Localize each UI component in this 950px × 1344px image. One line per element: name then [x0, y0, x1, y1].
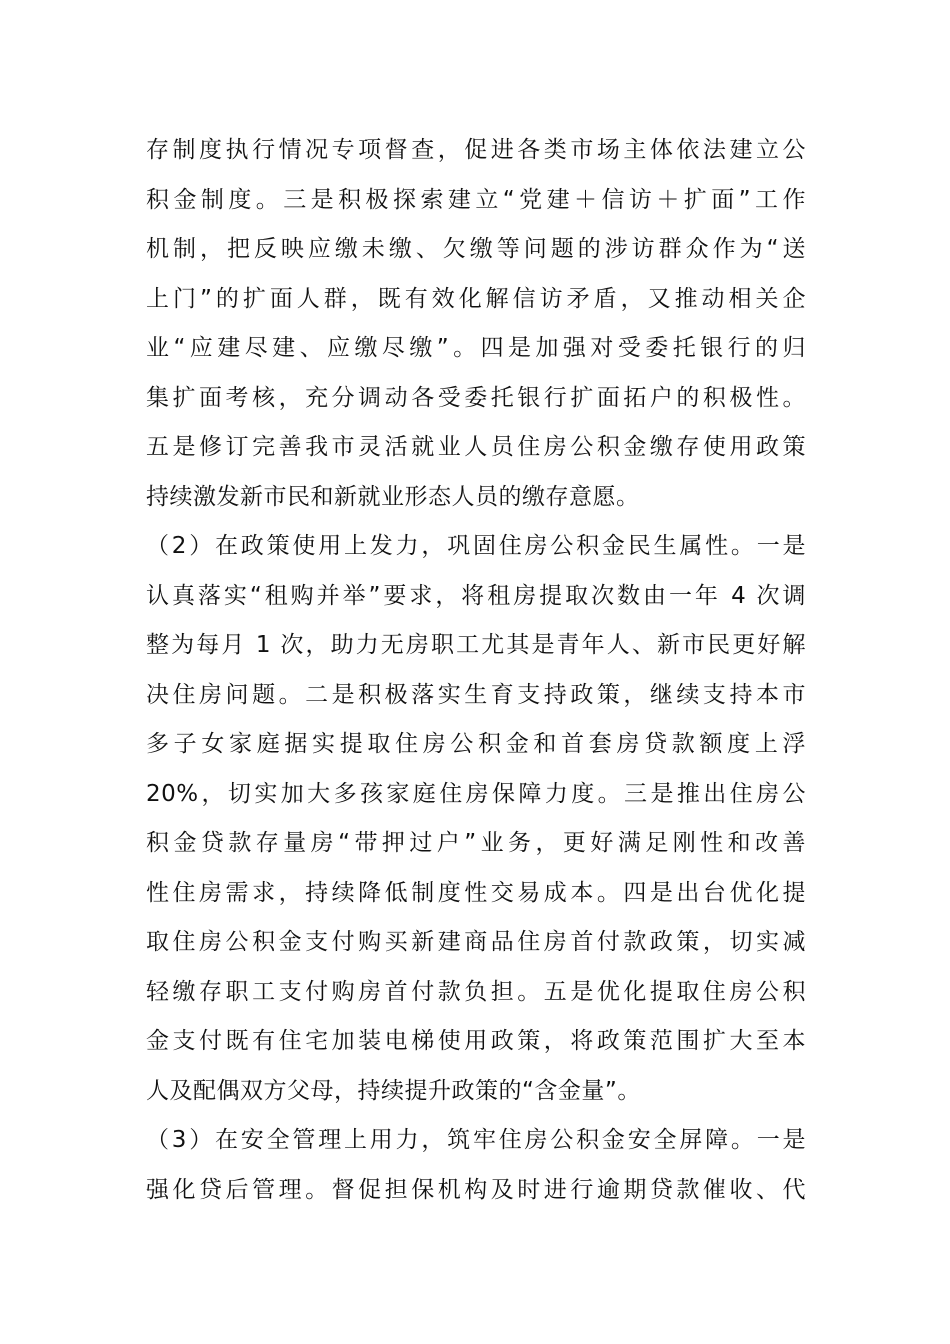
text-line: 机制，把反映应缴未缴、欠缴等问题的涉访群众作为“送 — [146, 236, 806, 262]
text-line: 持续激发新市民和新就业形态人员的缴存意愿。 — [146, 483, 640, 510]
text-line: 积金贷款存量房“带押过户”业务，更好满足刚性和改善 — [146, 830, 806, 856]
text-line: 金支付既有住宅加装电梯使用政策，将政策范围扩大至本 — [146, 1028, 806, 1054]
text-line: 整为每月 1 次，助力无房职工尤其是青年人、新市民更好解 — [146, 632, 806, 658]
text-line: 上门”的扩面人群，既有效化解信访矛盾，又推动相关企 — [146, 285, 806, 312]
body-text — [146, 126, 806, 1215]
text-line: 性住房需求，持续降低制度性交易成本。四是出台优化提 — [146, 879, 806, 906]
text-line: 认真落实“租购并举”要求，将租房提取次数由一年 4 次调 — [146, 582, 806, 609]
text-line: 业“应建尽建、应缴尽缴”。四是加强对受委托银行的归 — [146, 335, 806, 361]
text-line: （3）在安全管理上用力，筑牢住房公积金安全屏障。一是 — [146, 1127, 806, 1153]
text-line: 五是修订完善我市灵活就业人员住房公积金缴存使用政策 — [146, 434, 806, 460]
text-line: 多子女家庭据实提取住房公积金和首套房贷款额度上浮 — [146, 731, 806, 757]
text-line: 决住房问题。二是积极落实生育支持政策，继续支持本市 — [146, 681, 806, 708]
text-line: 20%，切实加大多孩家庭住房保障力度。三是推出住房公 — [146, 780, 806, 807]
text-line: 轻缴存职工支付购房首付款负担。五是优化提取住房公积 — [146, 978, 806, 1005]
text-line: 强化贷后管理。督促担保机构及时进行逾期贷款催收、代 — [146, 1176, 806, 1203]
text-line: （2）在政策使用上发力，巩固住房公积金民生属性。一是 — [146, 533, 806, 559]
text-line: 集扩面考核，充分调动各受委托银行扩面拓户的积极性。 — [146, 384, 806, 411]
text-line: 存制度执行情况专项督查，促进各类市场主体依法建立公 — [146, 137, 806, 163]
text-line: 取住房公积金支付购买新建商品住房首付款政策，切实减 — [146, 929, 806, 955]
text-line: 积金制度。三是积极探索建立“党建＋信访＋扩面”工作 — [146, 186, 806, 213]
text-line: 人及配偶双方父母，持续提升政策的“含金量”。 — [146, 1077, 641, 1104]
